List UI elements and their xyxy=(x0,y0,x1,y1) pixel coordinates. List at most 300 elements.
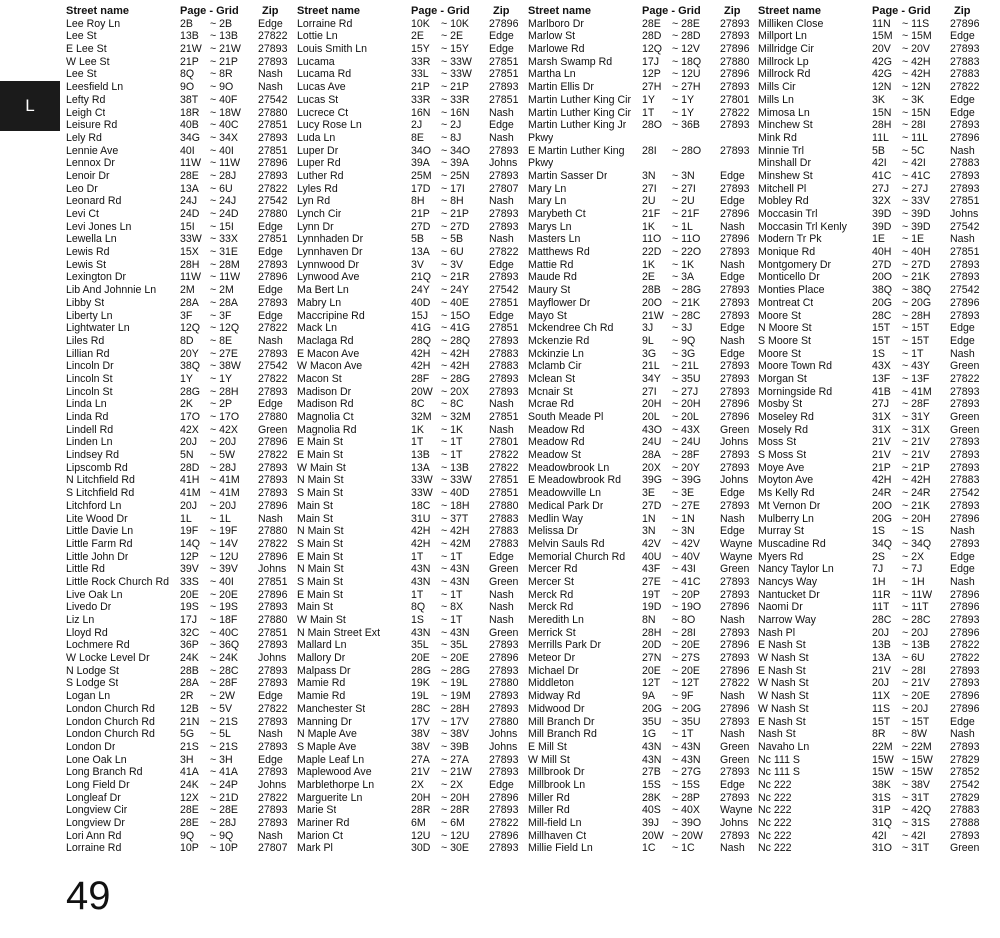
street-name: London Church Rd xyxy=(66,728,155,741)
street-name: Miller Rd xyxy=(528,791,570,804)
grid-start: 12Q xyxy=(180,322,201,335)
street-name: Monique Rd xyxy=(758,246,816,259)
grid-start: 20H xyxy=(642,398,662,411)
grid-start: 20E xyxy=(411,652,430,665)
street-name: Meadowbrook Ln xyxy=(528,461,610,474)
zip-code: 27880 xyxy=(489,677,519,690)
grid-end: ~ 28F xyxy=(210,677,238,690)
zip-code: 27893 xyxy=(720,119,750,132)
grid-start: 3E xyxy=(642,487,655,500)
grid-start: 15X xyxy=(180,246,199,259)
zip-code: 27880 xyxy=(258,614,288,626)
grid-end: ~ 19O xyxy=(672,601,702,614)
street-name: Murray St xyxy=(758,525,804,538)
grid-end: ~ 19M xyxy=(441,690,471,703)
street-name: Moss St xyxy=(758,436,797,449)
grid-end: ~ 13F xyxy=(902,372,930,385)
zip-code: Nash xyxy=(720,690,745,703)
street-name: Moye Ave xyxy=(758,461,805,474)
grid-end: ~ 27A xyxy=(441,753,469,766)
grid-start: 11N xyxy=(872,17,891,30)
grid-end: ~ 28R xyxy=(441,804,470,817)
grid-start: 22D xyxy=(642,246,662,259)
zip-code: 27893 xyxy=(720,449,750,462)
zip-code: 27893 xyxy=(489,144,519,157)
grid-end: ~ 41C xyxy=(902,169,931,182)
grid-start: 43O xyxy=(642,423,663,436)
grid-start: 39A xyxy=(411,157,430,170)
zip-code: 27801 xyxy=(720,93,750,106)
zip-code: 27851 xyxy=(950,195,980,208)
grid-start: 2E xyxy=(411,30,424,43)
grid-end: ~ 21L xyxy=(672,360,699,373)
grid-start: 38Q xyxy=(180,360,201,373)
street-name: Martha Ln xyxy=(528,68,576,81)
grid-start: 43N xyxy=(642,753,662,766)
zip-code: Nash xyxy=(489,601,514,614)
grid-end: ~ 1N xyxy=(672,512,695,525)
grid-start: 1T xyxy=(642,106,655,119)
street-name: Morgan St xyxy=(758,372,807,385)
grid-start: 11R xyxy=(872,588,891,601)
street-name: Millrock Rd xyxy=(758,68,811,81)
street-name: Nc 222 xyxy=(758,791,792,804)
grid-end: ~ 40D xyxy=(441,487,470,500)
grid-start: 2X xyxy=(411,778,424,791)
grid-start: 35L xyxy=(411,639,429,652)
street-name: Litchford Ln xyxy=(66,499,122,512)
zip-code: Nash xyxy=(489,106,514,119)
street-name: E Martin Luther King xyxy=(528,144,625,157)
street-name: W Nash St xyxy=(758,677,809,690)
grid-end: ~ 28O xyxy=(672,144,702,157)
street-name: Narrow Way xyxy=(758,614,816,626)
grid-end: ~ 9O xyxy=(210,81,234,94)
header-zip: Zip xyxy=(954,5,971,17)
grid-end: ~ 40E xyxy=(441,296,469,309)
grid-start: 41B xyxy=(872,385,891,398)
zip-code: 27822 xyxy=(950,372,980,385)
street-name: Lillian Rd xyxy=(66,347,110,360)
street-name: London Church Rd xyxy=(66,702,155,715)
grid-end: ~ 27D xyxy=(441,220,470,233)
grid-start: 34O xyxy=(411,144,432,157)
grid-end: ~ 15T xyxy=(902,334,930,347)
grid-end: ~ 3N xyxy=(672,169,695,182)
grid-start: 24Y xyxy=(411,284,430,297)
grid-end: ~ 35U xyxy=(672,372,701,385)
grid-end: ~ 2P xyxy=(210,398,233,411)
street-name: Montreat Ct xyxy=(758,296,814,309)
street-name: E Main St xyxy=(297,550,343,563)
street-name: N Maple Ave xyxy=(297,728,357,741)
grid-start: 20E xyxy=(642,664,661,677)
grid-end: ~ 21V xyxy=(902,677,930,690)
street-name: South Meade Pl xyxy=(528,411,604,423)
grid-start: 3F xyxy=(180,309,193,322)
zip-code: 27893 xyxy=(258,55,288,68)
zip-code: 27893 xyxy=(489,385,519,398)
street-name: Levi Ct xyxy=(66,208,99,220)
street-name: Longview Cir xyxy=(66,804,128,817)
grid-start: 1L xyxy=(180,512,192,525)
zip-code: 27851 xyxy=(489,68,519,81)
grid-start: 30D xyxy=(411,842,431,855)
street-name: W Mill St xyxy=(528,753,570,766)
grid-end: ~ 3E xyxy=(672,487,695,500)
grid-start: 5B xyxy=(872,144,885,157)
street-name: Mobley Rd xyxy=(758,195,809,208)
zip-code: 27893 xyxy=(258,740,288,753)
grid-start: 21F xyxy=(642,208,661,220)
zip-code: 27893 xyxy=(258,385,288,398)
street-name: Mercer Rd xyxy=(528,563,578,576)
street-name: Lindsey Rd xyxy=(66,449,119,462)
grid-start: 2J xyxy=(411,119,423,132)
grid-end: ~ 1T xyxy=(441,449,463,462)
grid-end: ~ 37T xyxy=(441,512,469,525)
grid-end: ~ 22O xyxy=(672,246,702,259)
zip-code: 27893 xyxy=(258,766,288,779)
zip-code: Edge xyxy=(489,309,514,322)
grid-start: 2B xyxy=(180,17,193,30)
grid-start: 12X xyxy=(180,791,199,804)
grid-start: 20Y xyxy=(180,347,199,360)
zip-code: Green xyxy=(950,842,980,855)
grid-start: 20O xyxy=(642,296,663,309)
zip-code: Edge xyxy=(258,753,283,766)
grid-start: 20O xyxy=(872,271,893,284)
grid-end: ~ 16N xyxy=(441,106,470,119)
zip-code: 27896 xyxy=(258,499,288,512)
zip-code: Edge xyxy=(489,778,514,791)
zip-code: Wayne xyxy=(720,550,753,563)
zip-code: 27896 xyxy=(258,271,288,284)
street-name: Leesfield Ln xyxy=(66,81,124,94)
street-name: Luper Dr xyxy=(297,144,339,157)
grid-start: 27E xyxy=(642,575,661,588)
zip-code: Edge xyxy=(489,550,514,563)
grid-end: ~ 33W xyxy=(441,474,472,487)
street-name: Meredith Ln xyxy=(528,614,584,626)
grid-end: ~ 12U xyxy=(672,68,701,81)
grid-start: 33W xyxy=(411,474,433,487)
street-name: Mercer St xyxy=(528,575,574,588)
grid-start: 20O xyxy=(872,499,893,512)
street-name: Linden Ln xyxy=(66,436,113,449)
grid-start: 20W xyxy=(411,385,433,398)
grid-end: ~ 27H xyxy=(672,81,701,94)
street-name: Moccasin Trl Kenly xyxy=(758,220,847,233)
zip-code: 27893 xyxy=(258,601,288,614)
grid-end: ~ 20P xyxy=(672,588,700,601)
grid-end: ~ 11W xyxy=(210,157,241,170)
grid-start: 39D xyxy=(872,220,892,233)
grid-end: ~ 3V xyxy=(441,258,464,271)
grid-start: 9O xyxy=(180,81,195,94)
street-name: S Litchfield Rd xyxy=(66,487,135,500)
grid-end: ~ 41M xyxy=(902,385,932,398)
grid-start: 1T xyxy=(411,588,424,601)
grid-end: ~ 1Y xyxy=(672,93,695,106)
grid-end: ~ 39G xyxy=(672,474,702,487)
grid-start: 31U xyxy=(411,512,431,525)
street-name: Lincoln St xyxy=(66,385,113,398)
street-name: Lyles Rd xyxy=(297,182,338,195)
grid-start: 2E xyxy=(642,271,655,284)
grid-end: ~ 9Q xyxy=(672,334,696,347)
grid-end: ~ 12U xyxy=(441,829,470,842)
street-name: Mosby St xyxy=(758,398,803,411)
street-name: E Nash St xyxy=(758,664,806,677)
zip-code: Nash xyxy=(258,512,283,525)
zip-code: Edge xyxy=(720,347,745,360)
zip-code: 27542 xyxy=(258,195,288,208)
zip-code: 27896 xyxy=(720,233,750,246)
zip-code: 27896 xyxy=(258,588,288,601)
grid-start: 8E xyxy=(411,131,424,144)
zip-code: 27893 xyxy=(950,398,980,411)
grid-end: ~ 28C xyxy=(902,614,931,626)
grid-start: 28H xyxy=(872,119,892,132)
grid-start: 18R xyxy=(180,106,200,119)
street-name: Meadow Rd xyxy=(528,436,585,449)
zip-code: 27893 xyxy=(489,690,519,703)
grid-end: ~ 18Q xyxy=(672,55,702,68)
grid-start: 20E xyxy=(180,588,199,601)
grid-start: 12P xyxy=(180,550,199,563)
grid-end: ~ 1Y xyxy=(672,106,695,119)
grid-end: ~ 31T xyxy=(902,842,930,855)
zip-code: Green xyxy=(489,626,519,639)
grid-end: ~ 11O xyxy=(672,233,701,246)
street-name: Mckenzie Rd xyxy=(528,334,590,347)
zip-code: 27893 xyxy=(720,626,750,639)
grid-end: ~ 20G xyxy=(902,296,932,309)
grid-end: ~ 36Q xyxy=(210,639,240,652)
zip-code: 27893 xyxy=(489,664,519,677)
zip-code: 27851 xyxy=(489,474,519,487)
grid-end: ~ 21R xyxy=(441,271,470,284)
grid-start: 1K xyxy=(642,258,655,271)
grid-end: ~ 20H xyxy=(672,398,701,411)
street-name: Midway Rd xyxy=(528,690,581,703)
street-name: Mink Rd xyxy=(758,131,797,144)
street-name: Lorraine Rd xyxy=(297,17,353,30)
street-name: W Main St xyxy=(297,461,346,474)
grid-start: 12N xyxy=(872,81,892,94)
street-name: Moseley Rd xyxy=(758,411,814,423)
zip-code: 27893 xyxy=(720,588,750,601)
grid-end: ~ 8R xyxy=(210,68,233,81)
street-name: Nancy Taylor Ln xyxy=(758,563,834,576)
street-name: Luda Ln xyxy=(297,131,336,144)
street-name: Marlow St xyxy=(528,30,576,43)
zip-code: Edge xyxy=(258,309,283,322)
street-name: N Lodge St xyxy=(66,664,120,677)
zip-code: Nash xyxy=(950,144,975,157)
grid-end: ~ 35L xyxy=(441,639,468,652)
grid-end: ~ 5L xyxy=(210,728,231,741)
street-name: Lori Ann Rd xyxy=(66,829,122,842)
zip-code: 27851 xyxy=(489,487,519,500)
street-name: Lynch Cir xyxy=(297,208,342,220)
zip-code: 27893 xyxy=(489,81,519,94)
grid-end: ~ 5C xyxy=(902,144,925,157)
zip-code: 27851 xyxy=(950,246,980,259)
grid-start: 28G xyxy=(411,664,432,677)
street-name: Main St xyxy=(297,512,333,525)
street-name: Longleaf Dr xyxy=(66,791,121,804)
grid-end: ~ 20E xyxy=(441,652,469,665)
zip-code: 27893 xyxy=(950,119,980,132)
grid-end: ~ 14V xyxy=(210,537,238,550)
street-name: Lynwood Ave xyxy=(297,271,360,284)
grid-start: 39V xyxy=(180,563,199,576)
zip-code: Johns xyxy=(720,436,749,449)
grid-end: ~ 28H xyxy=(441,702,470,715)
grid-end: ~ 21P xyxy=(210,55,238,68)
street-name: W Lee St xyxy=(66,55,110,68)
zip-code: 27893 xyxy=(950,271,980,284)
grid-end: ~ 28D xyxy=(672,30,701,43)
grid-start: 5G xyxy=(180,728,195,741)
street-name: Monticello Dr xyxy=(758,271,820,284)
street-name: Mulberry Ln xyxy=(758,512,814,525)
grid-end: ~ 28I xyxy=(902,119,926,132)
zip-code: 27893 xyxy=(950,258,980,271)
grid-start: 17O xyxy=(180,411,201,423)
zip-code: 27880 xyxy=(720,55,750,68)
grid-end: ~ 2J xyxy=(441,119,462,132)
grid-end: ~ 34O xyxy=(441,144,471,157)
grid-start: 28E xyxy=(180,804,199,817)
street-name: Libby St xyxy=(66,296,105,309)
grid-start: 39J xyxy=(642,817,660,829)
street-name: Lucrece Ct xyxy=(297,106,349,119)
grid-start: 20L xyxy=(642,411,660,423)
grid-end: ~ 33W xyxy=(441,55,472,68)
grid-end: ~ 12Q xyxy=(210,322,240,335)
grid-start: 43N xyxy=(642,740,662,753)
grid-start: 28C xyxy=(411,702,431,715)
grid-end: ~ 42H xyxy=(902,68,931,81)
grid-end: ~ 8J xyxy=(441,131,462,144)
grid-start: 21S xyxy=(180,740,199,753)
zip-code: Green xyxy=(720,740,750,753)
grid-start: 20G xyxy=(872,296,893,309)
zip-code: Edge xyxy=(950,93,975,106)
grid-end: ~ 33W xyxy=(441,68,472,81)
grid-end: ~ 38V xyxy=(902,778,930,791)
header-street-name: Street name xyxy=(528,5,591,17)
zip-code: 27896 xyxy=(489,791,519,804)
zip-code: 27893 xyxy=(720,372,750,385)
street-name: Martin Ellis Dr xyxy=(528,81,594,94)
street-name: Lloyd Rd xyxy=(66,626,108,639)
grid-start: 24U xyxy=(642,436,662,449)
grid-end: ~ 17V xyxy=(441,715,469,728)
grid-end: ~ 20J xyxy=(210,436,237,449)
zip-code: 27883 xyxy=(489,512,519,525)
zip-code: 27896 xyxy=(950,17,980,30)
zip-code: 27893 xyxy=(950,169,980,182)
street-name: Magnolia Rd xyxy=(297,423,357,436)
street-name: Millrock Lp xyxy=(758,55,809,68)
grid-end: ~ 12T xyxy=(672,677,700,690)
street-name: Maccripine Rd xyxy=(297,309,365,322)
grid-start: 28E xyxy=(180,817,199,829)
grid-start: 21Q xyxy=(411,271,432,284)
grid-end: ~ 40H xyxy=(902,246,931,259)
grid-start: 15J xyxy=(411,309,429,322)
zip-code: Nash xyxy=(258,728,283,741)
grid-end: ~ 1T xyxy=(441,614,463,626)
grid-start: 27J xyxy=(872,398,890,411)
grid-end: ~ 42I xyxy=(902,157,926,170)
street-name: Linda Ln xyxy=(66,398,107,411)
grid-start: 13B xyxy=(411,449,430,462)
zip-code: Edge xyxy=(258,284,283,297)
zip-code: Nash xyxy=(720,220,745,233)
grid-end: ~ 43N xyxy=(441,575,470,588)
grid-end: ~ 7J xyxy=(902,563,923,576)
street-name: Ms Kelly Rd xyxy=(758,487,815,500)
grid-end: ~ 15W xyxy=(902,766,933,779)
grid-start: 1K xyxy=(642,220,655,233)
grid-start: 12B xyxy=(180,702,199,715)
zip-code: 27883 xyxy=(950,157,980,170)
grid-end: ~ 3J xyxy=(672,322,693,335)
street-name: Lynn Dr xyxy=(297,220,334,233)
grid-end: ~ 31X xyxy=(902,423,930,436)
grid-end: ~ 20E xyxy=(672,639,700,652)
zip-code: 27822 xyxy=(258,182,288,195)
zip-code: 27896 xyxy=(720,639,750,652)
street-name: Merrills Park Dr xyxy=(528,639,601,652)
grid-start: 11S xyxy=(872,702,891,715)
zip-code: 27893 xyxy=(720,246,750,259)
zip-code: Edge xyxy=(720,778,745,791)
page-number: 49 xyxy=(66,874,111,918)
grid-start: 28R xyxy=(411,804,431,817)
grid-start: 20X xyxy=(642,461,661,474)
grid-end: ~ 21W xyxy=(210,43,241,56)
grid-start: 42X xyxy=(180,423,199,436)
grid-start: 27I xyxy=(642,385,657,398)
street-name: Matthews Rd xyxy=(528,246,590,259)
grid-start: 28F xyxy=(411,372,430,385)
zip-code: Edge xyxy=(720,271,745,284)
grid-start: 42H xyxy=(411,347,431,360)
grid-start: 1T xyxy=(411,436,424,449)
grid-start: 12P xyxy=(642,68,661,81)
grid-start: 8Q xyxy=(180,68,195,81)
zip-code: 27883 xyxy=(489,537,519,550)
header-zip: Zip xyxy=(493,5,510,17)
street-name: Marlboro Dr xyxy=(528,17,584,30)
grid-end: ~ 24R xyxy=(902,487,931,500)
grid-start: 33R xyxy=(411,55,431,68)
grid-end: ~ 11S xyxy=(902,17,930,30)
grid-end: ~ 38V xyxy=(441,728,469,741)
grid-start: 21N xyxy=(180,715,200,728)
street-name: Millie Field Ln xyxy=(528,842,593,855)
grid-start: 39D xyxy=(872,208,892,220)
zip-code: 27893 xyxy=(720,385,750,398)
grid-start: 2R xyxy=(180,690,194,703)
street-name: Nantucket Dr xyxy=(758,588,820,601)
